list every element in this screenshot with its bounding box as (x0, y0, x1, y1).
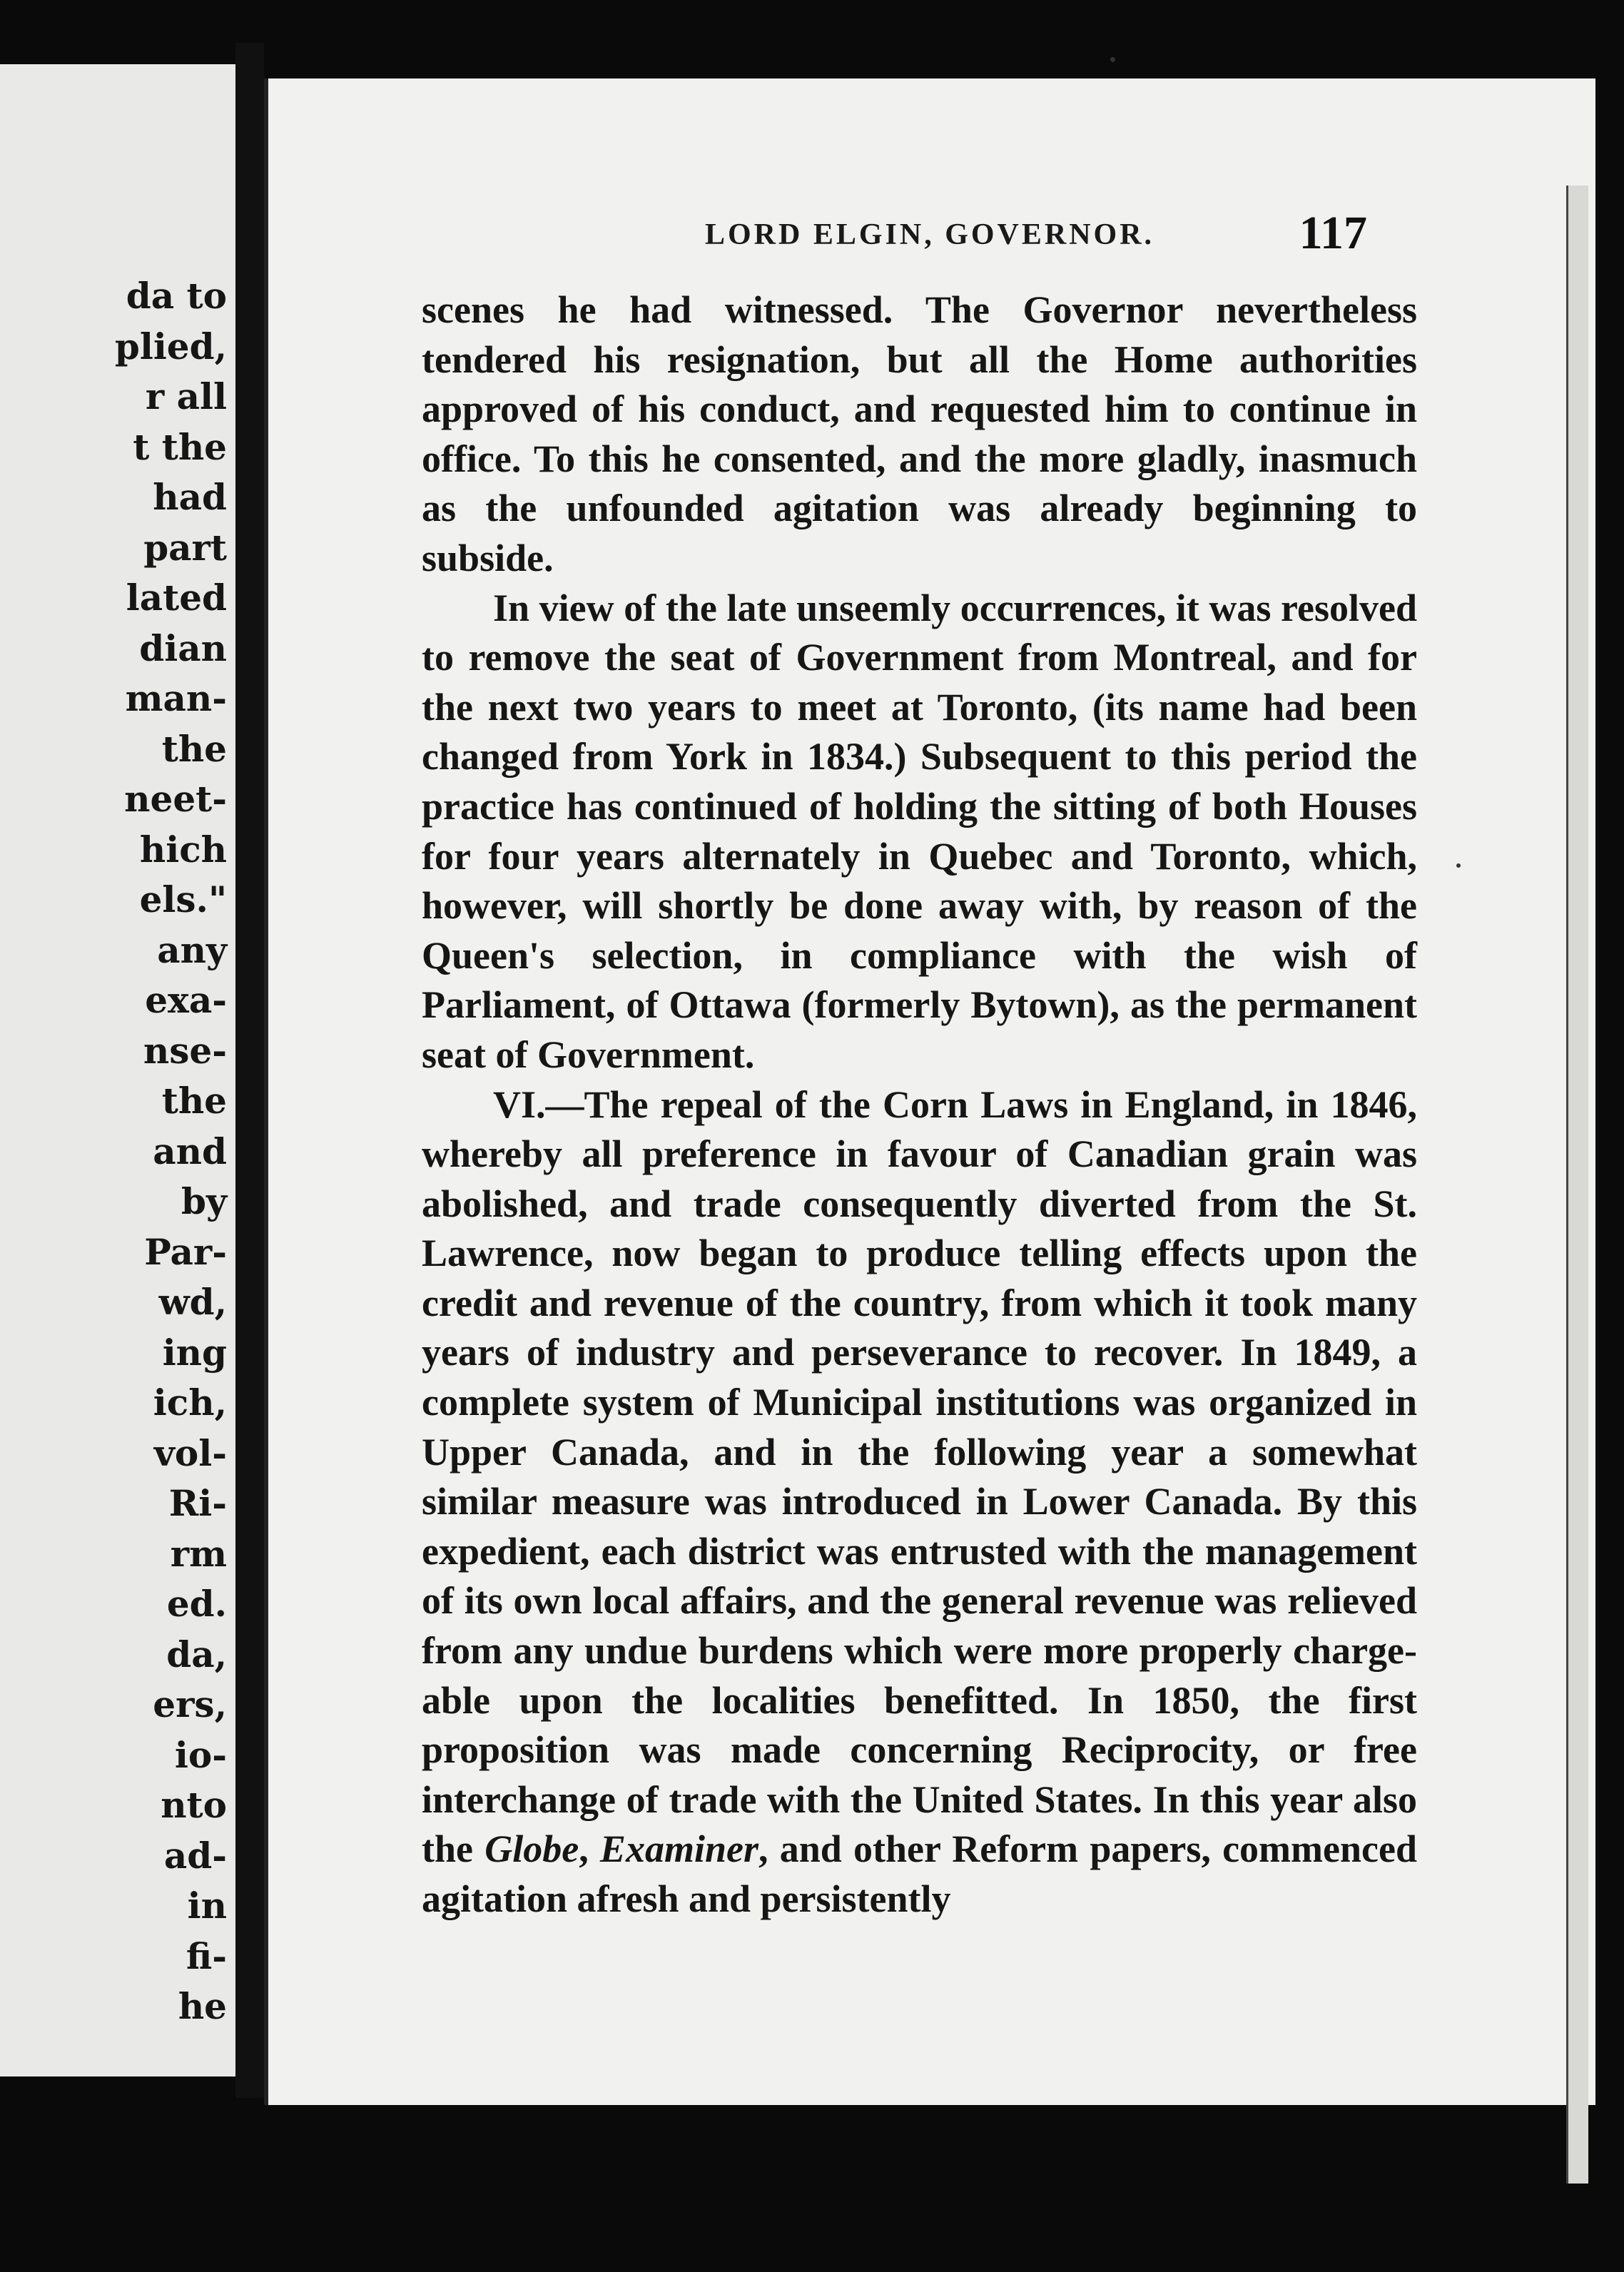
facing-page-fragment: in (187, 1885, 227, 1927)
ink-speck (1110, 57, 1115, 62)
facing-page-fragment: nse- (143, 1029, 227, 1072)
facing-page-fragment: els." (139, 878, 227, 921)
facing-page-fragment: lated (126, 577, 227, 619)
running-title: LORD ELGIN, GOVERNOR. (705, 218, 1155, 251)
facing-page-fragment: io- (174, 1733, 227, 1776)
paragraph-text: VI.—The repeal of the Corn Laws in England, in 1846, whereby all preference in favour of Canadian grain was abolished, and trade consequently diverted from the St. Lawrence, now began to produce telling effects upon the credit and revenue of the country, from which it took many years of industry and perseverance to recover. In 1849, a complete system of Municipal institutions was organized in Upper Canada, and in the following year a somewhat similar measure was introduced in Lower Canada. By this expedient, each district was entrusted with the management of its own local affairs, and the general revenue was relieved from any undue burdens which were more properly chargeable upon the localities benefitted. In 1850, the first proposition was made concerning Reciprocity, or free interchange of trade with the United States. In this year also the (422, 1082, 1417, 1871)
facing-page-strip (0, 64, 235, 2076)
facing-page-fragment: wd, (158, 1281, 227, 1323)
newspaper-title-examiner: Examiner (599, 1827, 758, 1871)
facing-page-fragment: vol- (153, 1431, 227, 1474)
facing-page-fragment: da, (166, 1633, 227, 1675)
facing-page-fragment: ad- (163, 1834, 227, 1877)
paragraph-corn-laws (422, 1080, 1417, 1924)
book-page (264, 78, 1595, 2105)
body-text (422, 285, 1417, 1924)
facing-page-fragment: ers, (153, 1683, 227, 1725)
book-gutter (235, 43, 264, 2098)
facing-page-fragment: nto (161, 1784, 227, 1826)
facing-page-fragment: rm (170, 1532, 227, 1575)
facing-page-fragment: plied, (114, 325, 227, 367)
page-edge (1566, 186, 1588, 2184)
facing-page-fragment: part (143, 526, 227, 569)
page-number: 117 (1299, 207, 1367, 259)
facing-page-fragment: r all (145, 375, 227, 417)
facing-page-fragment: man- (125, 677, 227, 719)
facing-page-fragment: Ri- (168, 1482, 227, 1524)
facing-page-fragment: any (157, 928, 227, 971)
facing-page-fragment: neet- (124, 778, 227, 820)
facing-page-fragment: ed. (166, 1583, 227, 1625)
newspaper-title-globe: Globe (484, 1827, 579, 1871)
paragraph-seat-of-government: In view of the late unseemly occurrences, it was resolved to remove the seat of Government from Montreal, and for the next two years to meet at Toronto, (its name had been changed from York in 1834.) Subsequent to this period the practice has continued of holding the sitting of both Houses for four years alternately in Quebec and Toronto, which, however, will shortly be done away with, by reason of the Queen's selection, in compliance with the wish of Parliament, of Ottawa (formerly Bytown), as the permanent seat of Government. (422, 586, 1417, 1076)
running-head (268, 203, 1367, 268)
facing-page-fragment: the (161, 727, 227, 770)
facing-page-fragment: he (178, 1985, 227, 2027)
facing-page-fragment: by (181, 1180, 227, 1222)
paragraph-text-end: , and other Reform papers, commenced agitation afresh and persistently (422, 1827, 1417, 1920)
paragraph-continued: scenes he had witnessed. The Governor nevertheless tendered his resignation, but all the Home authorities approved of his conduct, and requested him to continue in office. To this he consented, and the more gladly, inasmuch as the unfounded agitation was already beginning to subside. (422, 288, 1417, 579)
facing-page-fragment: ing (162, 1331, 227, 1374)
ink-speck (1456, 863, 1461, 868)
facing-page-fragment: had (153, 476, 227, 518)
facing-page-fragment: the (161, 1080, 227, 1122)
facing-page-fragment: exa- (145, 979, 227, 1021)
facing-page-fragment: ich, (153, 1381, 227, 1424)
facing-page-fragment: t the (133, 425, 227, 468)
facing-page-fragment: Par- (144, 1230, 227, 1273)
facing-page-fragment: fi- (186, 1934, 227, 1977)
facing-page-fragment: hich (139, 828, 227, 871)
facing-page-fragment: dian (139, 627, 227, 669)
separator: , (579, 1827, 600, 1871)
facing-page-fragment: and (153, 1130, 227, 1172)
facing-page-fragment: da to (126, 275, 227, 317)
